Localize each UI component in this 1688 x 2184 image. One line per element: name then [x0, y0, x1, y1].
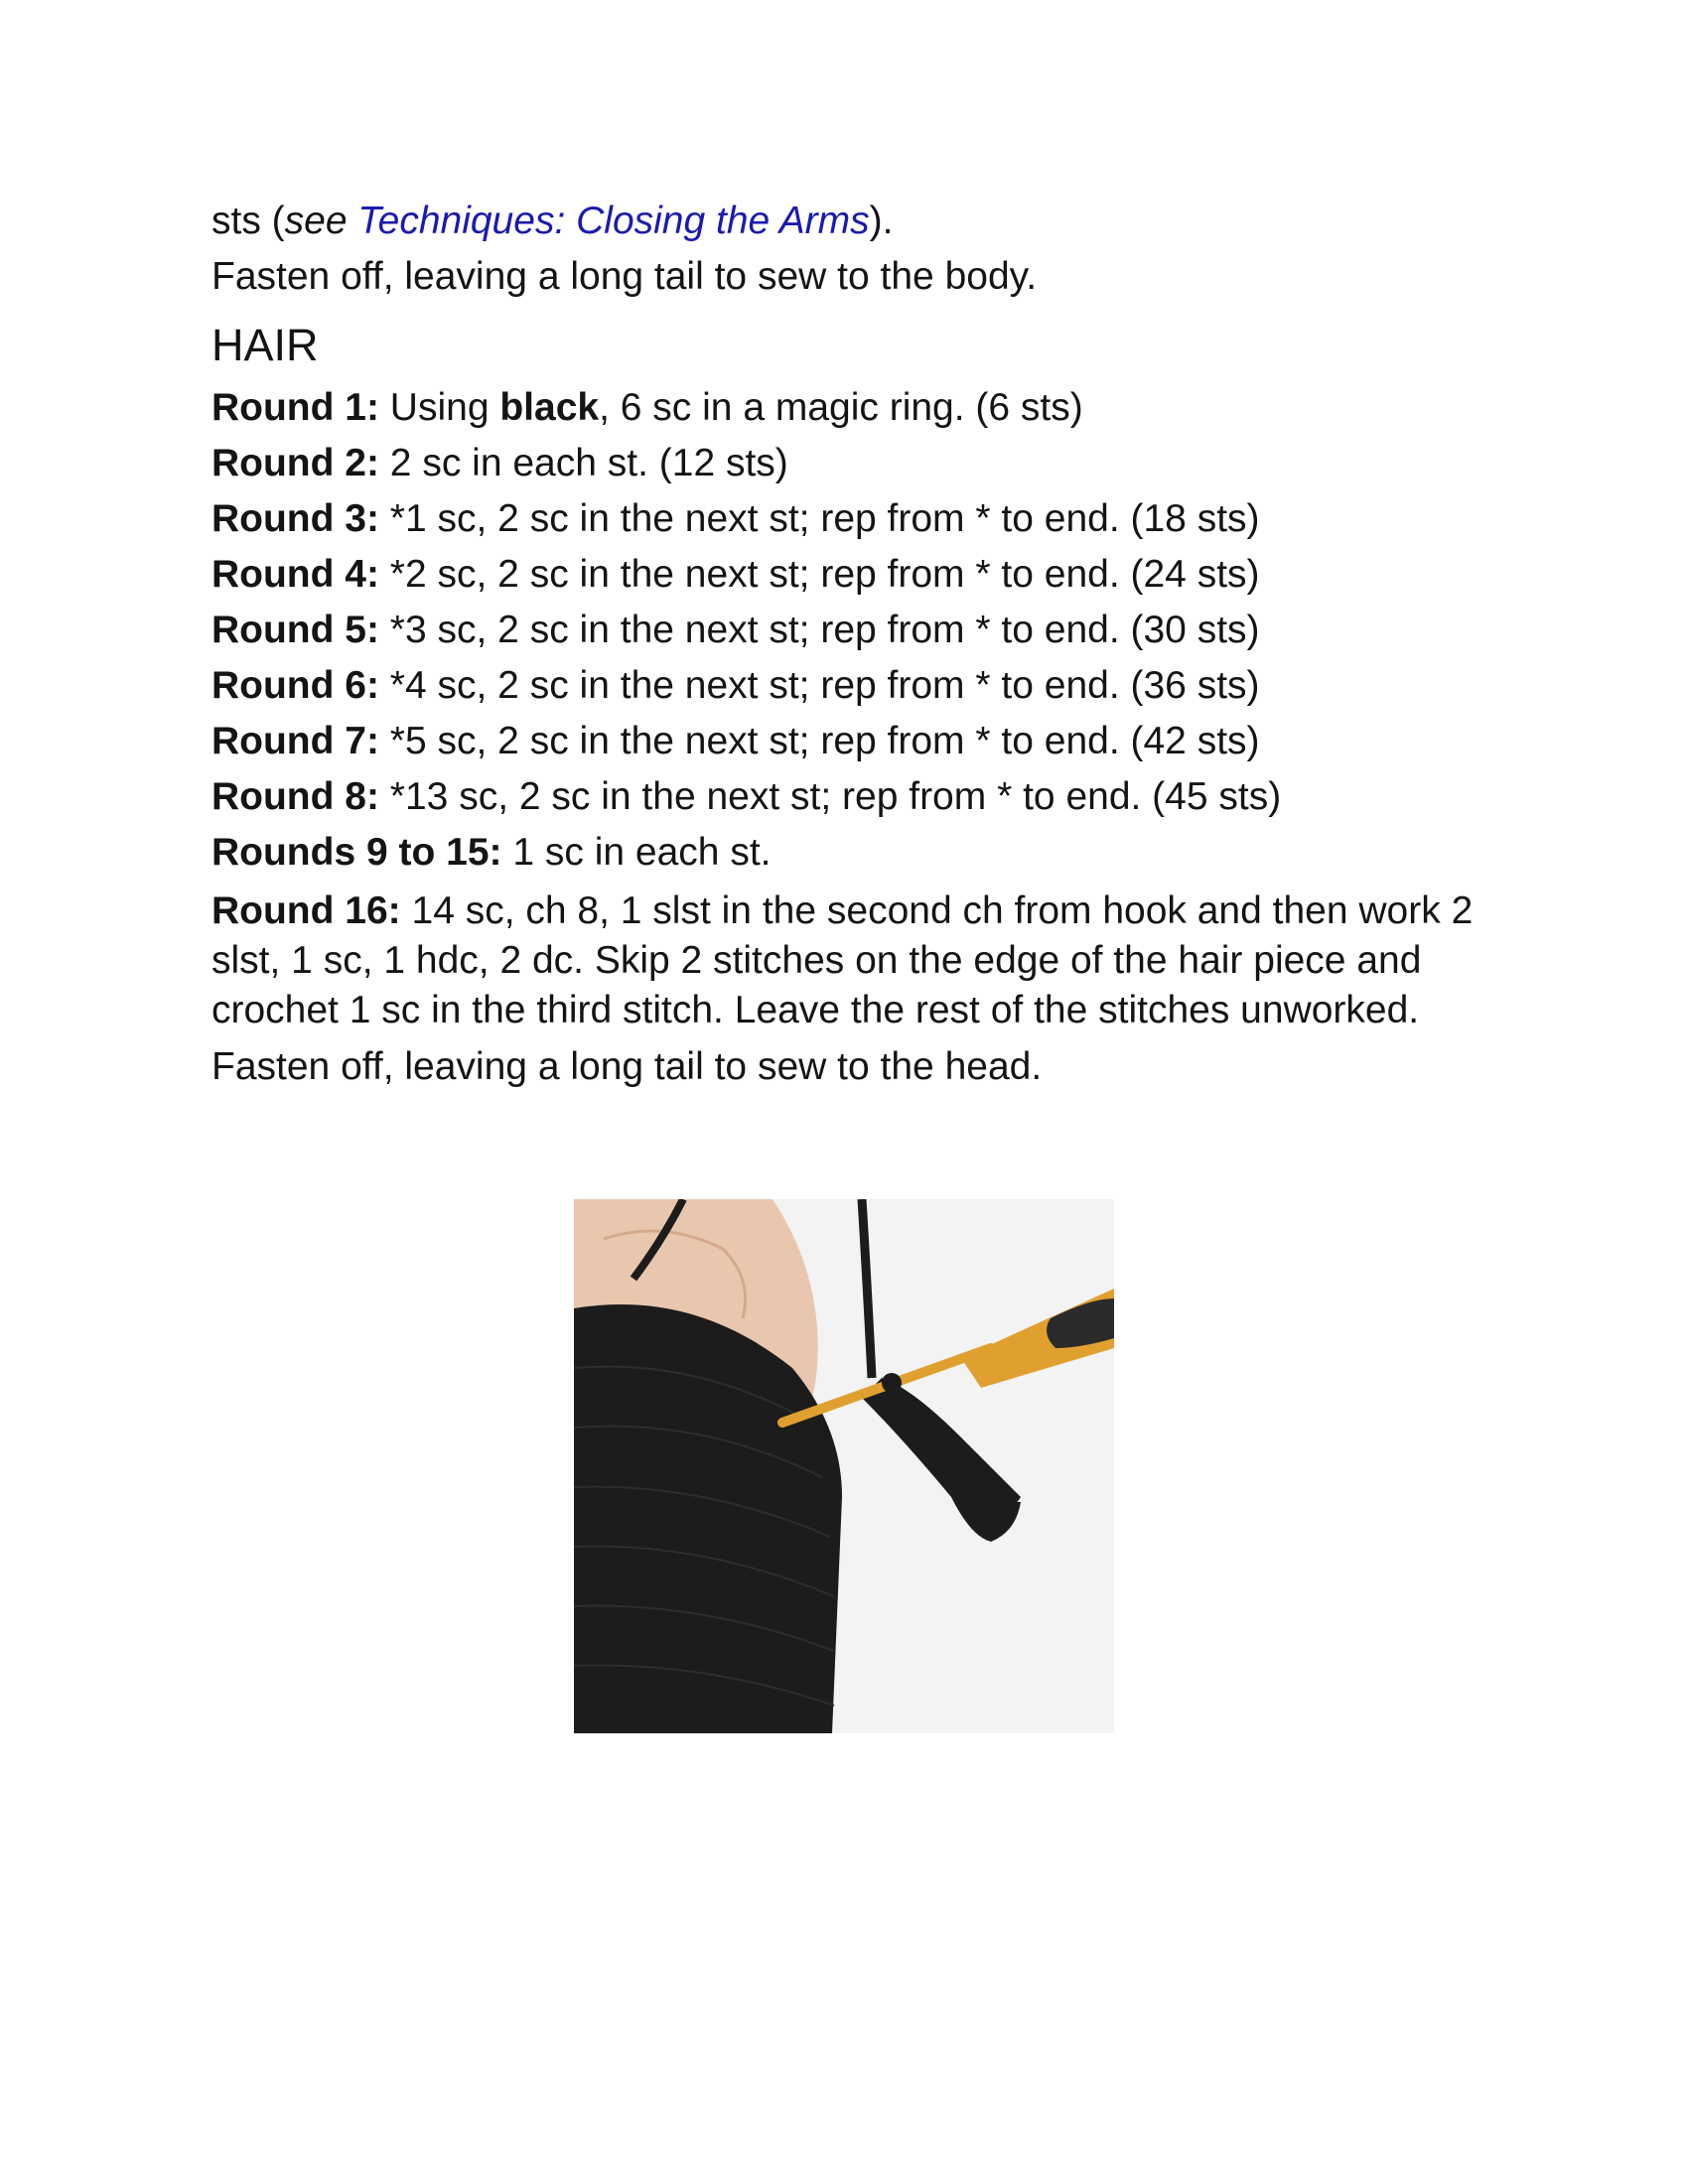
rounds-9-15 — [211, 825, 1502, 881]
round-16 — [211, 887, 1502, 1035]
intro-line — [211, 194, 1502, 249]
round-7 — [211, 714, 1502, 769]
photo-illustration — [574, 1199, 1114, 1733]
close-paren: ). — [869, 200, 894, 242]
round-text: *3 sc, 2 sc in the next st; rep from * to end. (30 sts) — [378, 609, 1260, 651]
round-text: 14 sc, ch 8, 1 slst in the second ch from hook and then work 2 slst, 1 sc, 1 hdc, 2 dc. Skip 2 stitches on the edge of the hair piece and crochet 1 sc in the third stitch. Leave the rest of the stitches unworked. — [211, 889, 1474, 1031]
round-2 — [211, 436, 1502, 491]
round-3 — [211, 491, 1502, 547]
round-label: Round 6: — [211, 664, 379, 707]
round-text: *2 sc, 2 sc in the next st; rep from * to end. (24 sts) — [378, 553, 1260, 596]
round-text: 1 sc in each st. — [501, 831, 772, 874]
round-label: Round 4: — [211, 553, 379, 596]
round-text: Using — [378, 386, 500, 429]
round-label: Round 16: — [211, 889, 401, 932]
round-text: , 6 sc in a magic ring. (6 sts) — [599, 386, 1083, 429]
round-label: Rounds 9 to 15: — [211, 831, 502, 874]
round-1 — [211, 380, 1502, 436]
round-text: *4 sc, 2 sc in the next st; rep from * to end. (36 sts) — [378, 664, 1260, 707]
crochet-hair-piece-photo — [574, 1199, 1114, 1733]
hair-heading: HAIR — [211, 320, 319, 370]
round-8 — [211, 769, 1502, 825]
techniques-link[interactable]: Techniques: Closing the Arms — [357, 200, 870, 242]
fasten-off-body: Fasten off, leaving a long tail to sew to the body. — [211, 255, 1038, 298]
round-label: Round 7: — [211, 720, 379, 762]
pattern-page — [211, 194, 1502, 1095]
round-label: Round 2: — [211, 442, 379, 484]
round-text: 2 sc in each st. (12 sts) — [378, 442, 788, 484]
round-text: *5 sc, 2 sc in the next st; rep from * to end. (42 sts) — [378, 720, 1260, 762]
see-label: see — [284, 200, 358, 242]
round-label: Round 1: — [211, 386, 379, 429]
round-4 — [211, 547, 1502, 603]
round-6 — [211, 658, 1502, 714]
round-label: Round 8: — [211, 775, 379, 818]
yarn-color: black — [499, 386, 600, 429]
fasten-off-head: Fasten off, leaving a long tail to sew to the head. — [211, 1045, 1043, 1088]
round-label: Round 3: — [211, 497, 379, 540]
round-text: *13 sc, 2 sc in the next st; rep from * to end. (45 sts) — [378, 775, 1282, 818]
round-5 — [211, 603, 1502, 658]
round-text: *1 sc, 2 sc in the next st; rep from * to end. (18 sts) — [378, 497, 1260, 540]
round-label: Round 5: — [211, 609, 379, 651]
sts-prefix: sts ( — [211, 200, 285, 242]
